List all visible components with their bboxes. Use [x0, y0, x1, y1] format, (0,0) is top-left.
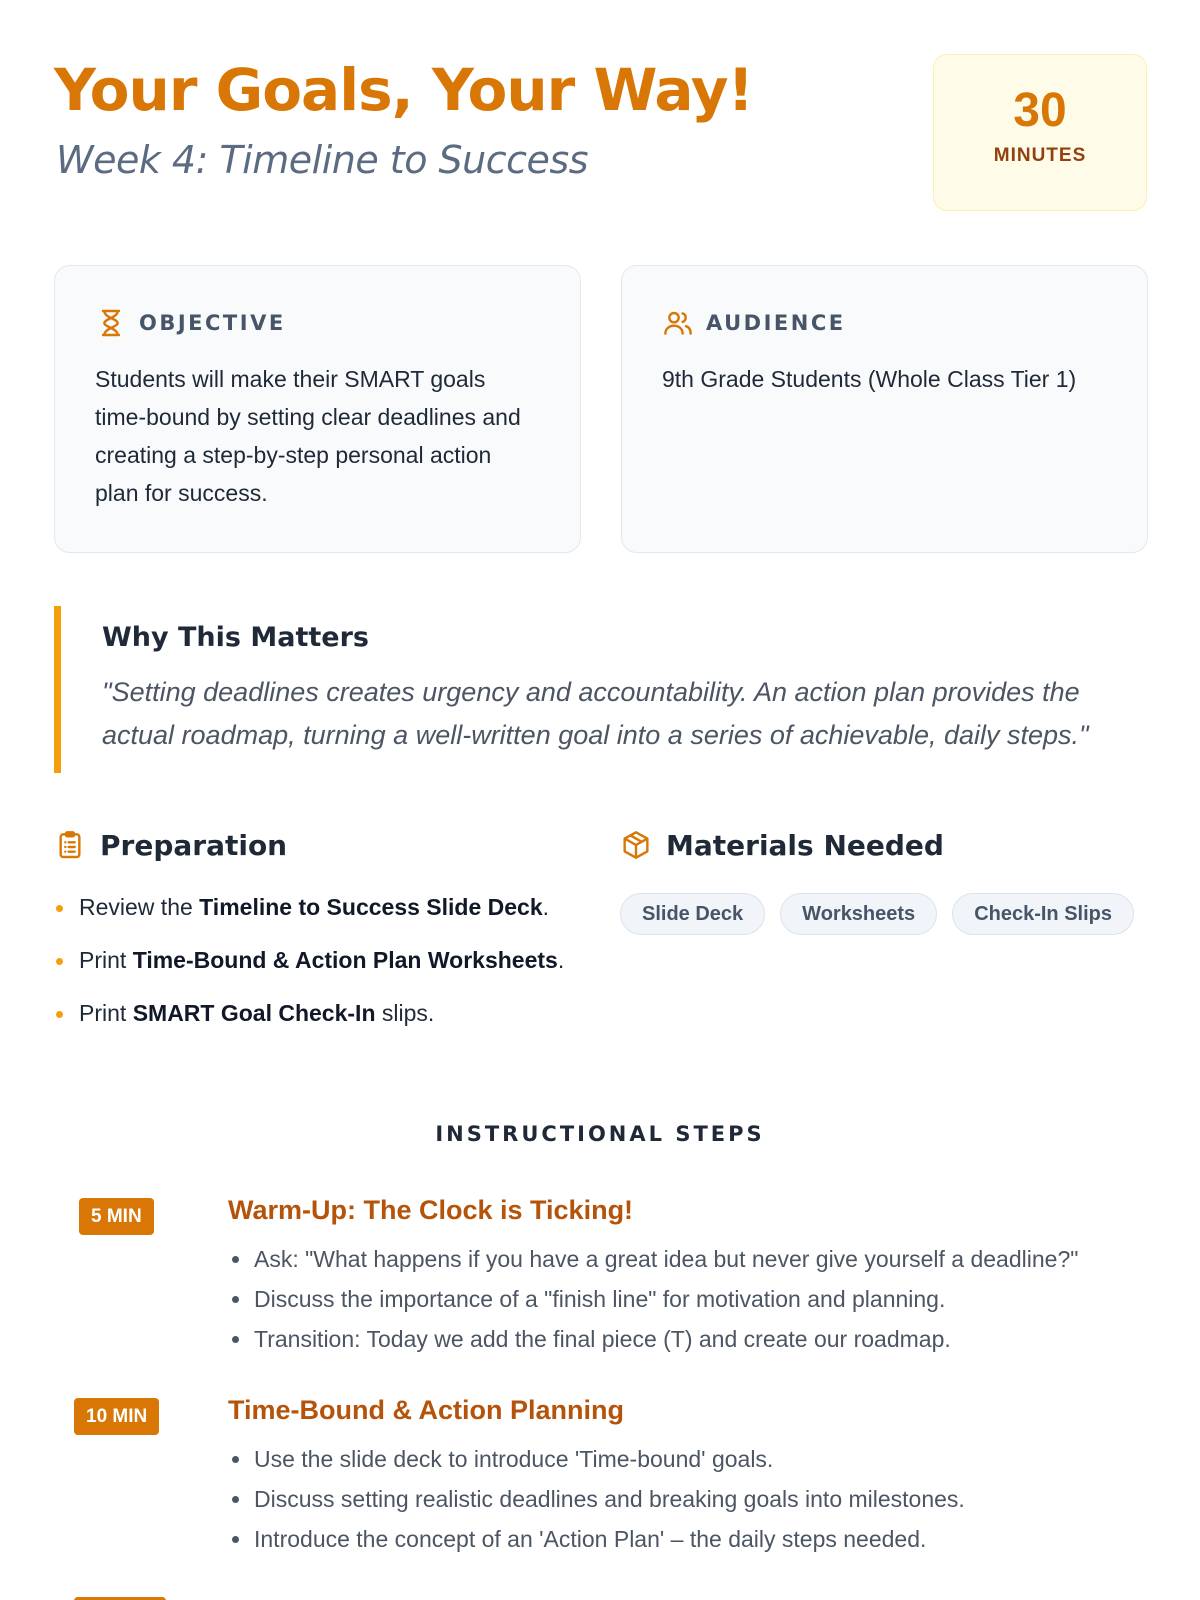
- audience-header: [662, 306, 1107, 340]
- instructional-steps-title: INSTRUCTIONAL STEPS: [435, 1122, 765, 1146]
- step-bullets: [254, 1239, 1078, 1359]
- preparation-title: Preparation: [100, 828, 288, 862]
- objective-card: [54, 265, 581, 553]
- list-item: Discuss the importance of a "finish line" for motivation and planning.: [254, 1279, 1078, 1319]
- list-item: Transition: Today we add the final piece (T) and create our roadmap.: [254, 1319, 1078, 1359]
- step-time-badge: 10 MIN: [74, 1398, 159, 1435]
- list-item: Review the Timeline to Success Slide Deck.: [54, 890, 584, 924]
- page-title: Your Goals, Your Way!: [54, 56, 753, 124]
- hourglass-icon: [95, 307, 127, 339]
- objective-header: [95, 306, 540, 340]
- materials-chips: [620, 893, 1149, 935]
- why-this-matters: [54, 606, 1147, 773]
- package-icon: [620, 829, 652, 861]
- chip-worksheets: Worksheets: [780, 893, 937, 935]
- duration-badge: [933, 54, 1147, 211]
- duration-unit: MINUTES: [993, 145, 1087, 166]
- preparation-list: [54, 890, 584, 1049]
- list-item: Introduce the concept of an 'Action Plan' – the daily steps needed.: [254, 1519, 965, 1559]
- step-title: Time-Bound & Action Planning: [228, 1395, 624, 1425]
- materials-title: Materials Needed: [666, 828, 944, 862]
- audience-label: AUDIENCE: [706, 311, 846, 335]
- objective-label: OBJECTIVE: [139, 311, 286, 335]
- objective-text: Students will make their SMART goals time-bound by setting clear deadlines and creating a step-by-step personal action plan for success.: [95, 366, 521, 506]
- chip-check-in-slips: Check-In Slips: [952, 893, 1134, 935]
- step-bullets: [254, 1439, 965, 1559]
- preparation-header: [54, 825, 287, 865]
- step-time-badge: 5 MIN: [79, 1198, 154, 1235]
- why-quote-line-2: actual roadmap, turning a well-written goal into a series of achievable, daily steps.": [102, 720, 1089, 750]
- list-item: Discuss setting realistic deadlines and breaking goals into milestones.: [254, 1479, 965, 1519]
- materials-header: [620, 825, 944, 865]
- audience-card: [621, 265, 1148, 553]
- users-icon: [662, 307, 694, 339]
- why-quote-line-1: "Setting deadlines creates urgency and accountability. An action plan provides the: [102, 677, 1080, 707]
- duration-value: 30: [1013, 84, 1067, 137]
- page-header: [54, 52, 1147, 212]
- list-item: Use the slide deck to introduce 'Time-bound' goals.: [254, 1439, 965, 1479]
- why-quote: [102, 671, 1147, 757]
- list-item: Print Time-Bound & Action Plan Worksheets.: [54, 943, 584, 977]
- chip-slide-deck: Slide Deck: [620, 893, 765, 935]
- list-item: Ask: "What happens if you have a great idea but never give yourself a deadline?": [254, 1239, 1078, 1279]
- list-item: Print SMART Goal Check-In slips.: [54, 996, 584, 1030]
- clipboard-icon: [54, 829, 86, 861]
- step-title: Warm-Up: The Clock is Ticking!: [228, 1195, 634, 1225]
- audience-text: 9th Grade Students (Whole Class Tier 1): [662, 366, 1077, 392]
- page-subtitle: Week 4: Timeline to Success: [56, 138, 588, 182]
- why-title: Why This Matters: [102, 622, 369, 653]
